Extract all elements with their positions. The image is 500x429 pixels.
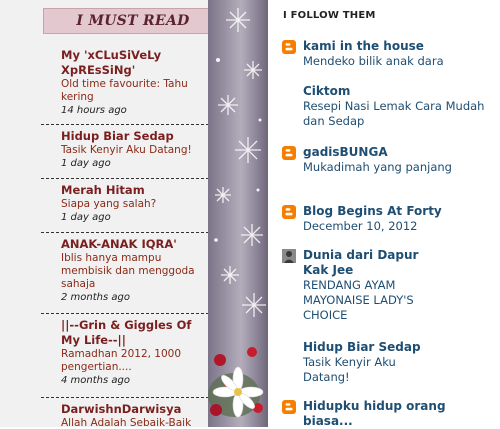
blogger-icon [282, 146, 296, 160]
blog-post-link[interactable]: Resepi Nasi Lemak Cara Mudah dan Sedap [303, 99, 485, 128]
blog-name-link[interactable]: Dunia dari Dapur Kak Jee [303, 248, 419, 277]
blogger-icon [282, 400, 296, 414]
list-item [282, 84, 494, 129]
post-time: 2 months ago [61, 292, 130, 303]
post-time: 14 hours ago [61, 105, 127, 116]
post-snippet: Allah Adalah Sebaik-Baik [61, 417, 192, 427]
blog-list-widget [268, 0, 500, 427]
blog-post-link[interactable]: Tasik Kenyir Aku Datang! [303, 355, 396, 384]
list-item [41, 313, 208, 387]
blog-date: December 10, 2012 [303, 219, 418, 233]
blog-post-link[interactable]: RENDANG AYAM MAYONAISE LADY'S CHOICE [303, 278, 414, 322]
blog-name-link[interactable]: kami in the house [303, 39, 424, 53]
list-item [282, 340, 494, 385]
avatar-icon [282, 249, 296, 263]
list-item [282, 39, 494, 69]
list-item [41, 232, 208, 304]
post-title-link[interactable]: Merah Hitam [61, 183, 145, 197]
blog-post-link[interactable]: Mendeko bilik anak dara [303, 54, 444, 68]
post-title-link[interactable]: ANAK-ANAK IQRA' [61, 237, 177, 251]
blog-name-link[interactable]: Hidupku hidup orang biasa... [303, 399, 446, 428]
post-time: 4 months ago [61, 375, 130, 386]
blog-name-link[interactable]: Blog Begins At Forty [303, 204, 442, 218]
list-item [41, 178, 208, 224]
post-snippet: Ramadhan 2012, 1000 pengertian.... [61, 348, 182, 373]
must-read-header [43, 8, 208, 34]
snowflake-pattern-icon [208, 0, 268, 427]
list-item [41, 124, 208, 170]
post-time: 1 day ago [61, 212, 111, 223]
post-snippet: Iblis hanya mampu membisik dan menggoda sahaja [61, 252, 195, 290]
follow-heading: I FOLLOW THEM [283, 10, 376, 21]
post-title-link[interactable]: Hidup Biar Sedap [61, 129, 174, 143]
list-item [282, 399, 494, 429]
blog-name-link[interactable]: Ciktom [303, 84, 351, 98]
post-time: 1 day ago [61, 158, 111, 169]
blogger-icon [282, 205, 296, 219]
blog-name-link[interactable]: Hidup Biar Sedap [303, 340, 421, 354]
blog-post-link[interactable]: Mukadimah yang panjang [303, 160, 452, 174]
list-item [41, 44, 208, 117]
decorative-snowflake-border [208, 0, 268, 427]
list-item [282, 145, 494, 175]
post-snippet: Tasik Kenyir Aku Datang! [61, 144, 192, 156]
blogger-icon [282, 40, 296, 54]
post-title-link[interactable]: ||--Grin & Giggles Of My Life--|| [61, 318, 192, 347]
list-item [41, 397, 208, 427]
must-read-widget [0, 0, 208, 427]
list-item [282, 248, 494, 323]
post-title-link[interactable]: DarwishnDarwisya [61, 402, 182, 416]
blog-name-link[interactable]: gadisBUNGA [303, 145, 388, 159]
post-snippet: Old time favourite: Tahu kering [61, 78, 188, 103]
must-read-title: I MUST READ [76, 13, 190, 29]
list-item [282, 204, 494, 234]
post-snippet: Siapa yang salah? [61, 198, 157, 210]
post-title-link[interactable]: My 'xCLuSiVeLy XpREsSiNg' [61, 48, 162, 77]
